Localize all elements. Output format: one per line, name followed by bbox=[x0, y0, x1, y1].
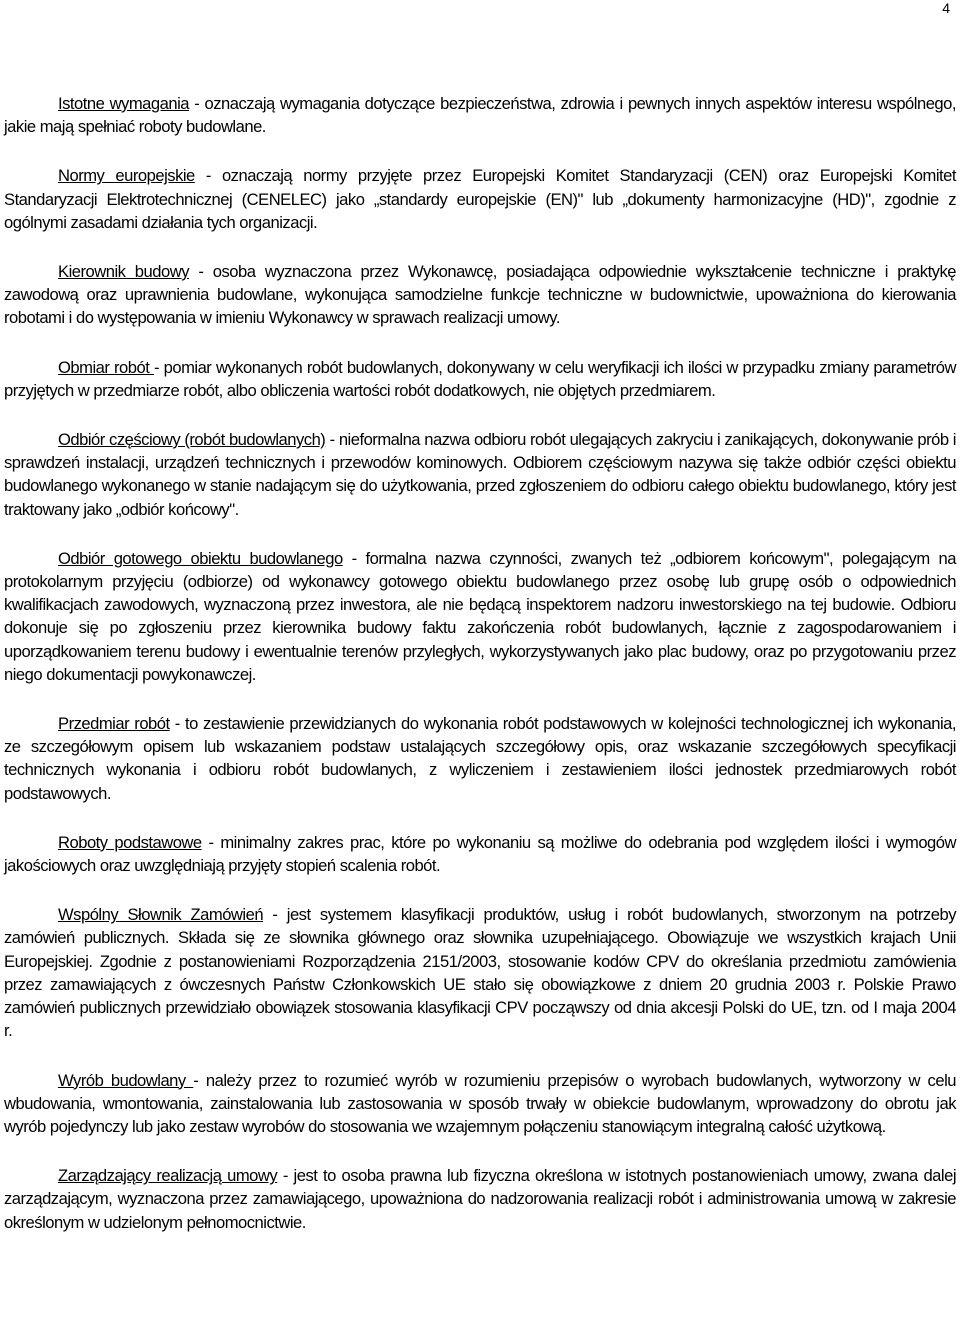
definition-odbior-czesciowy bbox=[4, 428, 956, 521]
definition-text: - oznaczają wymagania dotyczące bezpieczeństwa, zdrowia i pewnych innych aspektów interesu wspólnego, jakie mają spełniać roboty budowlane. bbox=[4, 94, 956, 137]
definitions-list bbox=[4, 92, 956, 1260]
definition-text: - oznaczają normy przyjęte przez Europejski Komitet Standaryzacji (CEN) oraz Europejski Komitet Standaryzacji Elektrotechnicznej (CENELEC) jako „standardy europejskie (EN)" lub „dokumenty harmonizacyjne (HD)", zgodnie z ogólnymi zasadami działania tych organizacji. bbox=[4, 166, 956, 232]
definition-przedmiar-robot bbox=[4, 712, 956, 805]
definition-text: - jest systemem klasyfikacji produktów, usług i robót budowlanych, stworzonym na potrzeby zamówień publicznych. Składa się ze słownika głównego oraz słownika uzupełniającego. Obowiązuje we wszystkich krajach Unii Europejskiej. Zgodnie z postanowieniami Rozporządzenia 2151/2003, stosowanie kodów CPV do określania przedmiotu zamówienia przez zamawiających z ówczesnych Państw Członkowskich UE stało się obowiązkowe z dniem 20 grudnia 2003 r. Polskie Prawo zamówień publicznych przewidziało obowiązek stosowania klasyfikacji CPV począwszy od dnia akcesji Polski do UE, tzn. od I maja 2004 r. bbox=[4, 905, 956, 1041]
definition-text: - należy przez to rozumieć wyrób w rozumieniu przepisów o wyrobach budowlanych, wytworzony w celu wbudowania, wmontowania, zainstalowania lub zastosowania w sposób trwały w obiekcie budowlanym, wprowadzony do obrotu jak wyrób pojedynczy lub jako zestaw wyrobów do stosowania we wzajemnym połączeniu stanowiącym integralną całość użytkową. bbox=[4, 1070, 956, 1136]
definition-term: Odbiór gotowego obiektu budowlanego bbox=[58, 548, 343, 568]
definition-term: Zarządzający realizacją umowy bbox=[58, 1166, 278, 1186]
definition-term: Odbiór częściowy (robót budowlanych) bbox=[58, 430, 326, 450]
definition-wyrob-budowlany bbox=[4, 1069, 956, 1139]
definition-text: - formalna nazwa czynności, zwanych też „odbiorem końcowym", polegającym na protokolarnym przyjęciu (odbiorze) od wykonawcy gotowego obiektu budowlanego przez osobę lub grupę osób o odpowiednich kwalifikacjach zawodowych, wyznaczoną przez inwestora, ale nie będącą inspektorem nadzoru inwestorskiego na tej budowie. Odbioru dokonuje się po zgłoszeniu przez kierownika budowy faktu zakończenia robót budowlanych, łącznie z zagospodarowaniem i uporządkowaniem terenu budowy i ewentualnie terenów przyległych, wykorzystywanych jako plac budowy, oraz po przygotowaniu przez niego dokumentacji powykonawczej. bbox=[4, 548, 957, 684]
definition-normy-europejskie bbox=[4, 164, 956, 234]
definition-term: Roboty podstawowe bbox=[58, 832, 202, 852]
definition-term: Kierownik budowy bbox=[58, 262, 190, 282]
definition-text: - osoba wyznaczona przez Wykonawcę, posiadająca odpowiednie wykształcenie techniczne i praktykę zawodową oraz uprawnienia budowlane, wykonująca samodzielne funkcje techniczne w budownictwie, upoważniona do kierowania robotami i do występowania w imieniu Wykonawcy w sprawach realizacji umowy. bbox=[4, 262, 957, 328]
definition-roboty-podstawowe bbox=[4, 831, 956, 877]
page-number: 4 bbox=[942, 0, 950, 16]
definition-zarzadzajacy-realizacja-umowy bbox=[4, 1164, 956, 1234]
definition-text: - jest to osoba prawna lub fizyczna określona w istotnych postanowieniach umowy, zwana dalej zarządzającym, wyznaczona przez zamawiającego, upoważniona do nadzorowania realizacji robót i administrowania umową w zakresie określonym w udzielonym pełnomocnictwie. bbox=[4, 1166, 957, 1232]
definition-term: Istotne wymagania bbox=[58, 94, 189, 113]
definition-text: - to zestawienie przewidzianych do wykonania robót podstawowych w kolejności technologicznej ich wykonania, ze szczegółowym opisem lub wskazaniem podstaw ustalających szczegółowy opis, oraz wskazanie szczegółowych specyfikacji technicznych wykonania i odbioru robót budowlanych, z wyliczeniem i zestawieniem ilości jednostek przedmiarowych robót podstawowych. bbox=[4, 714, 956, 803]
definition-term: Wspólny Słownik Zamówień bbox=[58, 905, 264, 925]
definition-text: - nieformalna nazwa odbioru robót ulegających zakryciu i zanikających, dokonywanie prób i sprawdzeń instalacji, urządzeń technicznych i przewodów kominowych. Odbiorem częściowym nazywa się także odbiór części obiektu budowlanego wykonanego w stanie nadającym się do użytkowania, przed zgłoszeniem do odbioru całego obiektu budowlanego, który jest traktowany jako „odbiór końcowy". bbox=[4, 430, 956, 519]
definition-wspolny-slownik-zamowien bbox=[4, 903, 956, 1042]
definition-term: Wyrób budowlany bbox=[58, 1070, 194, 1090]
definition-text: - minimalny zakres prac, które po wykonaniu są możliwe do odebrania pod względem ilości i wymogów jakościowych oraz uwzględniają przyjęty stopień scalenia robót. bbox=[4, 832, 956, 876]
definition-term: Normy europejskie bbox=[58, 166, 195, 186]
definition-istotne-wymagania bbox=[4, 92, 956, 138]
definition-odbior-gotowego-obiektu bbox=[4, 547, 956, 686]
definition-text: - pomiar wykonanych robót budowlanych, dokonywany w celu weryfikacji ich ilości w przypadku zmiany parametrów przyjętych w przedmiarze robót, albo obliczenia wartości robót dodatkowych, nie objętych przedmiarem. bbox=[4, 357, 956, 400]
definition-kierownik-budowy bbox=[4, 260, 956, 330]
definition-term: Obmiar robót bbox=[58, 357, 154, 377]
definition-term: Przedmiar robót bbox=[58, 714, 170, 734]
definition-obmiar-robot bbox=[4, 356, 956, 402]
